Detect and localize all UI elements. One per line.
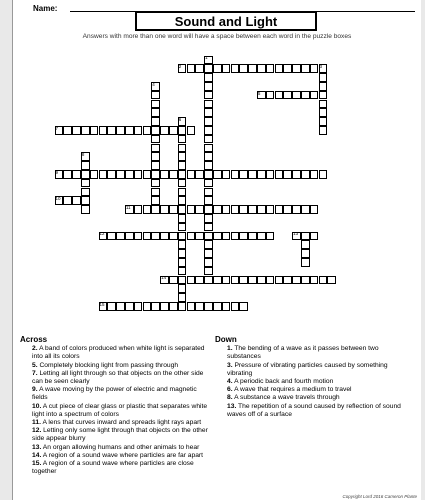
clue-number: 13 <box>293 231 299 237</box>
grid-cell[interactable] <box>134 170 143 179</box>
grid-cell[interactable] <box>275 276 284 285</box>
grid-cell[interactable] <box>187 302 196 311</box>
grid-cell[interactable] <box>81 188 90 197</box>
grid-cell[interactable] <box>248 276 257 285</box>
grid-cell[interactable] <box>72 170 81 179</box>
grid-cell[interactable] <box>178 188 187 197</box>
grid-cell[interactable] <box>292 64 301 73</box>
grid-cell[interactable] <box>178 161 187 170</box>
grid-cell[interactable] <box>283 64 292 73</box>
grid-cell[interactable] <box>107 126 116 135</box>
down-clue: 8. A substance a wave travels through <box>227 394 340 402</box>
clue-number: 6 <box>178 116 182 122</box>
grid-cell[interactable] <box>204 91 213 100</box>
grid-cell[interactable] <box>301 258 310 267</box>
clue-number: 14 <box>161 275 167 281</box>
grid-cell[interactable] <box>204 214 213 223</box>
grid-cell[interactable] <box>204 205 213 214</box>
grid-cell[interactable] <box>231 64 240 73</box>
grid-cell[interactable] <box>257 64 266 73</box>
grid-cell[interactable] <box>204 258 213 267</box>
grid-cell[interactable] <box>143 232 152 241</box>
grid-cell[interactable] <box>222 170 231 179</box>
grid-cell[interactable] <box>204 152 213 161</box>
grid-cell[interactable] <box>90 126 99 135</box>
grid-cell[interactable] <box>178 258 187 267</box>
across-clue: 2. A band of colors produced when white light is separated into all its colors <box>32 345 205 361</box>
across-clue: 11. A lens that curves inward and spreads light rays apart <box>32 419 202 427</box>
grid-cell[interactable] <box>160 205 169 214</box>
grid-cell[interactable] <box>116 302 125 311</box>
grid-cell[interactable] <box>107 232 116 241</box>
grid-cell[interactable] <box>125 232 134 241</box>
grid-cell[interactable] <box>319 91 328 100</box>
grid-cell[interactable] <box>310 205 319 214</box>
grid-cell[interactable] <box>151 196 160 205</box>
grid-cell[interactable] <box>266 64 275 73</box>
grid-cell[interactable] <box>292 91 301 100</box>
down-clue: 1. The bending of a wave as it passes between two substances <box>227 345 379 361</box>
grid-cell[interactable] <box>72 196 81 205</box>
instructions: Answers with more than one word will have a space between each word in the puzzle boxes <box>82 33 352 40</box>
grid-cell[interactable] <box>204 82 213 91</box>
grid-cell[interactable] <box>178 179 187 188</box>
grid-cell[interactable] <box>178 223 187 232</box>
clue-number: 11 <box>125 204 131 210</box>
grid-cell[interactable] <box>292 170 301 179</box>
across-clue: 14. A region of a sound wave where particles are far apart <box>32 451 204 459</box>
grid-cell[interactable] <box>222 64 231 73</box>
down-clue: 6. A wave that requires a medium to travel <box>227 386 352 394</box>
grid-cell[interactable] <box>204 100 213 109</box>
grid-cell[interactable] <box>248 205 257 214</box>
grid-cell[interactable] <box>178 249 187 258</box>
title: Sound and Light <box>135 11 317 31</box>
grid-cell[interactable] <box>310 276 319 285</box>
grid-cell[interactable] <box>178 240 187 249</box>
grid-cell[interactable] <box>266 91 275 100</box>
grid-cell[interactable] <box>134 126 143 135</box>
grid-cell[interactable] <box>178 196 187 205</box>
down-heading: Down <box>215 335 237 344</box>
grid-cell[interactable] <box>169 126 178 135</box>
grid-cell[interactable] <box>169 205 178 214</box>
grid-cell[interactable] <box>204 144 213 153</box>
grid-cell[interactable] <box>266 205 275 214</box>
clue-number: 3 <box>319 64 323 70</box>
grid-cell[interactable] <box>143 126 152 135</box>
grid-cell[interactable] <box>248 232 257 241</box>
grid-cell[interactable] <box>178 214 187 223</box>
grid-cell[interactable] <box>310 170 319 179</box>
grid-cell[interactable] <box>99 126 108 135</box>
grid-cell[interactable] <box>204 276 213 285</box>
grid-cell[interactable] <box>213 232 222 241</box>
grid-cell[interactable] <box>178 126 187 135</box>
grid-cell[interactable] <box>134 205 143 214</box>
grid-cell[interactable] <box>169 302 178 311</box>
grid-cell[interactable] <box>160 232 169 241</box>
grid-cell[interactable] <box>90 170 99 179</box>
grid-cell[interactable] <box>204 302 213 311</box>
clue-number: 9 <box>55 169 59 175</box>
grid-cell[interactable] <box>292 205 301 214</box>
grid-cell[interactable] <box>178 135 187 144</box>
grid-cell[interactable] <box>275 205 284 214</box>
grid-cell[interactable] <box>195 205 204 214</box>
grid-cell[interactable] <box>222 232 231 241</box>
across-clue: 10. A cut piece of clear glass or plastic that separates white light into a spectrum of colors <box>32 402 208 418</box>
clue-number: 5 <box>257 90 261 96</box>
across-clue: 13. An organ allowing humans and other animals to hear <box>32 443 200 451</box>
grid-cell[interactable] <box>239 232 248 241</box>
grid-cell[interactable] <box>327 276 336 285</box>
grid-cell[interactable] <box>239 64 248 73</box>
across-clues <box>20 336 210 476</box>
grid-cell[interactable] <box>151 161 160 170</box>
grid-cell[interactable] <box>301 205 310 214</box>
grid-cell[interactable] <box>310 232 319 241</box>
grid-cell[interactable] <box>222 205 231 214</box>
grid-cell[interactable] <box>81 126 90 135</box>
grid-cell[interactable] <box>248 170 257 179</box>
grid-cell[interactable] <box>231 302 240 311</box>
grid-cell[interactable] <box>151 179 160 188</box>
grid-cell[interactable] <box>195 170 204 179</box>
grid-cell[interactable] <box>204 117 213 126</box>
grid-cell[interactable] <box>178 205 187 214</box>
grid-cell[interactable] <box>213 276 222 285</box>
across-clue: 5. Completely blocking light from passing through <box>32 361 179 369</box>
grid-cell[interactable] <box>213 170 222 179</box>
grid-cell[interactable] <box>204 135 213 144</box>
grid-cell[interactable] <box>319 170 328 179</box>
grid-cell[interactable] <box>63 170 72 179</box>
grid-cell[interactable] <box>283 170 292 179</box>
grid-cell[interactable] <box>160 302 169 311</box>
grid-cell[interactable] <box>143 205 152 214</box>
grid-cell[interactable] <box>204 126 213 135</box>
grid-cell[interactable] <box>116 232 125 241</box>
grid-cell[interactable] <box>143 302 152 311</box>
grid-cell[interactable] <box>257 205 266 214</box>
grid-cell[interactable] <box>231 205 240 214</box>
grid-cell[interactable] <box>204 249 213 258</box>
grid-cell[interactable] <box>151 108 160 117</box>
grid-cell[interactable] <box>125 170 134 179</box>
grid-cell[interactable] <box>143 170 152 179</box>
grid-cell[interactable] <box>239 205 248 214</box>
grid-cell[interactable] <box>195 64 204 73</box>
grid-cell[interactable] <box>195 276 204 285</box>
grid-cell[interactable] <box>301 64 310 73</box>
grid-cell[interactable] <box>213 302 222 311</box>
grid-cell[interactable] <box>116 170 125 179</box>
grid-cell[interactable] <box>99 170 108 179</box>
grid-cell[interactable] <box>81 170 90 179</box>
across-clue: 12. Letting only some light through that objects on the other side appear blurry <box>32 427 208 443</box>
clue-number: 4 <box>152 81 155 87</box>
grid-cell[interactable] <box>178 302 187 311</box>
grid-cell[interactable] <box>151 188 160 197</box>
grid-cell[interactable] <box>301 91 310 100</box>
grid-cell[interactable] <box>151 126 160 135</box>
grid-cell[interactable] <box>204 240 213 249</box>
grid-cell[interactable] <box>107 170 116 179</box>
grid-cell[interactable] <box>81 205 90 214</box>
across-clue: 9. A wave moving by the power of electric and magnetic fields <box>32 386 197 402</box>
grid-cell[interactable] <box>151 205 160 214</box>
grid-cell[interactable] <box>204 73 213 82</box>
grid-cell[interactable] <box>204 223 213 232</box>
clue-number: 2 <box>178 64 182 70</box>
down-clue: 3. Pressure of vibrating particles caused by something vibrating <box>227 361 388 377</box>
grid-cell[interactable] <box>151 170 160 179</box>
grid-cell[interactable] <box>283 91 292 100</box>
down-clues <box>215 336 405 419</box>
grid-cell[interactable] <box>275 64 284 73</box>
across-clue: 15. A region of a sound wave where particles are close together <box>32 460 194 476</box>
across-heading: Across <box>20 335 48 344</box>
grid-cell[interactable] <box>257 276 266 285</box>
grid-cell[interactable] <box>151 100 160 109</box>
grid-cell[interactable] <box>187 170 196 179</box>
grid-cell[interactable] <box>213 205 222 214</box>
grid-cell[interactable] <box>151 91 160 100</box>
grid-cell[interactable] <box>319 100 328 109</box>
grid-cell[interactable] <box>319 276 328 285</box>
grid-cell[interactable] <box>187 64 196 73</box>
grid-cell[interactable] <box>301 276 310 285</box>
grid-cell[interactable] <box>72 126 81 135</box>
grid-cell[interactable] <box>187 126 196 135</box>
grid-cell[interactable] <box>151 232 160 241</box>
grid-cell[interactable] <box>266 276 275 285</box>
grid-cell[interactable] <box>134 232 143 241</box>
grid-cell[interactable] <box>151 135 160 144</box>
grid-cell[interactable] <box>63 196 72 205</box>
grid-cell[interactable] <box>178 152 187 161</box>
grid-cell[interactable] <box>204 108 213 117</box>
grid-cell[interactable] <box>204 196 213 205</box>
grid-cell[interactable] <box>187 232 196 241</box>
grid-cell[interactable] <box>283 276 292 285</box>
grid-cell[interactable] <box>266 170 275 179</box>
grid-cell[interactable] <box>187 276 196 285</box>
grid-cell[interactable] <box>301 232 310 241</box>
grid-cell[interactable] <box>213 64 222 73</box>
grid-cell[interactable] <box>239 170 248 179</box>
grid-cell[interactable] <box>266 232 275 241</box>
grid-cell[interactable] <box>204 179 213 188</box>
grid-cell[interactable] <box>239 276 248 285</box>
clue-number: 15 <box>99 301 105 307</box>
grid-cell[interactable] <box>125 126 134 135</box>
grid-cell[interactable] <box>319 73 328 82</box>
grid-cell[interactable] <box>301 240 310 249</box>
grid-cell[interactable] <box>310 64 319 73</box>
grid-cell[interactable] <box>310 91 319 100</box>
grid-cell[interactable] <box>195 232 204 241</box>
grid-cell[interactable] <box>195 302 204 311</box>
grid-cell[interactable] <box>301 170 310 179</box>
grid-cell[interactable] <box>204 267 213 276</box>
grid-cell[interactable] <box>204 64 213 73</box>
grid-cell[interactable] <box>81 161 90 170</box>
grid-cell[interactable] <box>257 170 266 179</box>
grid-cell[interactable] <box>169 170 178 179</box>
grid-cell[interactable] <box>231 170 240 179</box>
grid-cell[interactable] <box>319 108 328 117</box>
grid-cell[interactable] <box>151 152 160 161</box>
grid-cell[interactable] <box>178 284 187 293</box>
grid-cell[interactable] <box>160 170 169 179</box>
grid-cell[interactable] <box>125 302 134 311</box>
grid-cell[interactable] <box>151 144 160 153</box>
clue-number: 7 <box>55 125 59 131</box>
grid-cell[interactable] <box>204 170 213 179</box>
grid-cell[interactable] <box>178 267 187 276</box>
grid-cell[interactable] <box>275 170 284 179</box>
grid-cell[interactable] <box>222 276 231 285</box>
across-clue: 7. Letting all light through so that objects on the other side can be seen clearly <box>32 369 204 386</box>
grid-cell[interactable] <box>204 161 213 170</box>
grid-cell[interactable] <box>319 117 328 126</box>
grid-cell[interactable] <box>151 117 160 126</box>
grid-cell[interactable] <box>169 232 178 241</box>
grid-cell[interactable] <box>81 196 90 205</box>
grid-cell[interactable] <box>204 188 213 197</box>
grid-cell[interactable] <box>63 126 72 135</box>
grid-cell[interactable] <box>204 232 213 241</box>
grid-cell[interactable] <box>107 302 116 311</box>
clue-number: 10 <box>55 196 61 202</box>
grid-cell[interactable] <box>301 249 310 258</box>
grid-cell[interactable] <box>292 276 301 285</box>
grid-cell[interactable] <box>178 170 187 179</box>
grid-cell[interactable] <box>178 276 187 285</box>
grid-cell[interactable] <box>169 276 178 285</box>
grid-cell[interactable] <box>178 232 187 241</box>
name-label: Name: <box>33 4 58 13</box>
grid-cell[interactable] <box>248 64 257 73</box>
grid-cell[interactable] <box>178 144 187 153</box>
grid-cell[interactable] <box>231 232 240 241</box>
grid-cell[interactable] <box>116 126 125 135</box>
grid-cell[interactable] <box>231 276 240 285</box>
grid-cell[interactable] <box>319 126 328 135</box>
grid-cell[interactable] <box>187 205 196 214</box>
footer-credit: Copyright Lord 2016 Cameron Plante <box>342 494 417 499</box>
grid-cell[interactable] <box>222 302 231 311</box>
clue-number: 1 <box>205 55 208 61</box>
grid-cell[interactable] <box>275 91 284 100</box>
grid-cell[interactable] <box>134 302 143 311</box>
grid-cell[interactable] <box>283 205 292 214</box>
grid-cell[interactable] <box>151 302 160 311</box>
grid-cell[interactable] <box>81 179 90 188</box>
clue-number: 12 <box>99 231 105 237</box>
clue-number: 8 <box>81 152 85 158</box>
grid-cell[interactable] <box>319 82 328 91</box>
grid-cell[interactable] <box>178 293 187 302</box>
down-clue: 4. A periodic back and fourth motion <box>227 378 334 386</box>
grid-cell[interactable] <box>160 126 169 135</box>
down-clue: 13. The repetition of a sound caused by reflection of sound waves off of a surface <box>227 402 401 418</box>
grid-cell[interactable] <box>257 232 266 241</box>
grid-cell[interactable] <box>239 302 248 311</box>
